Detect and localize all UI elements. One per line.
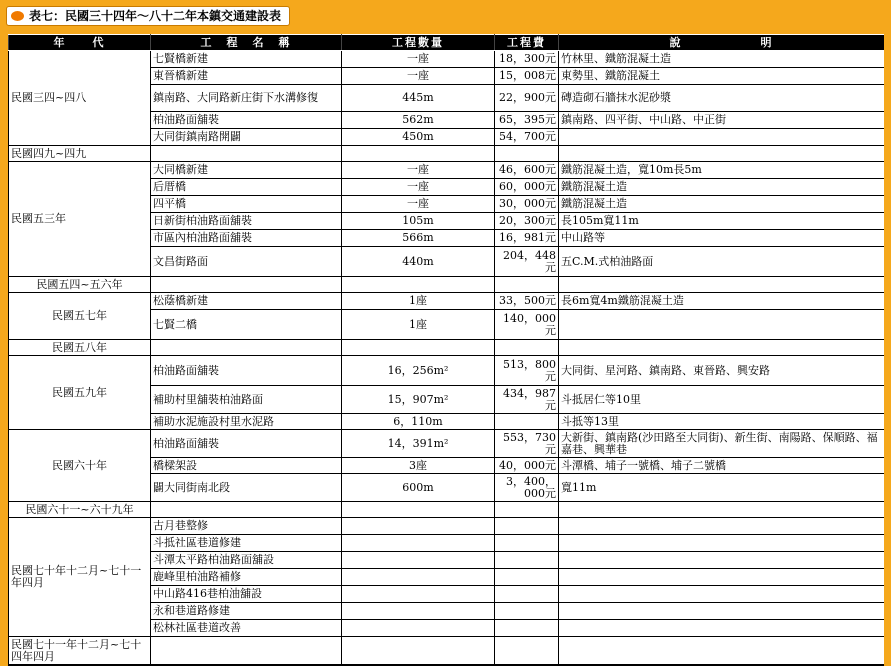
note-cell: 斗潭橋、埔子一號橋、埔子二號橋 (559, 458, 885, 474)
note-cell (559, 129, 885, 146)
project-name-cell: 日新街柏油路面舖裝 (151, 213, 342, 230)
note-cell (559, 620, 885, 637)
cost-cell: 20，300元 (495, 213, 559, 230)
cost-cell: 46，600元 (495, 162, 559, 179)
quantity-cell: 14，391m² (342, 430, 495, 458)
cost-cell (495, 569, 559, 586)
table-row (9, 356, 885, 386)
quantity-cell: 一座 (342, 51, 495, 68)
project-name-cell (151, 277, 342, 293)
bullet-icon (11, 11, 24, 21)
cost-cell: 553，730元 (495, 430, 559, 458)
cost-cell: 3，400，000元 (495, 474, 559, 502)
project-name-cell: 闢大同街南北段 (151, 474, 342, 502)
project-name-cell: 四平橋 (151, 196, 342, 213)
quantity-cell: 562m (342, 112, 495, 129)
quantity-cell: 一座 (342, 68, 495, 85)
note-cell (559, 518, 885, 535)
project-name-cell: 文昌街路面 (151, 247, 342, 277)
note-cell: 大同街、星河路、鎮南路、東晉路、興安路 (559, 356, 885, 386)
note-cell: 磚造砌石牆抹水泥砂漿 (559, 85, 885, 112)
quantity-cell: 1座 (342, 310, 495, 340)
project-name-cell: 永和巷道路修建 (151, 603, 342, 620)
period-cell: 民國五七年 (9, 293, 151, 340)
cost-cell (495, 535, 559, 552)
table-row (9, 293, 885, 310)
table-row (9, 637, 885, 665)
quantity-cell (342, 340, 495, 356)
note-cell (559, 502, 885, 518)
table-title-tab (6, 6, 290, 26)
note-cell (559, 569, 885, 586)
note-cell: 鐵筋混凝土造 (559, 196, 885, 213)
header-note: 說 明 (559, 35, 885, 51)
cost-cell (495, 414, 559, 430)
project-name-cell (151, 340, 342, 356)
header-project-name: 工 程 名 稱 (151, 35, 342, 51)
table-row (9, 51, 885, 68)
cost-cell: 54，700元 (495, 129, 559, 146)
cost-cell (495, 603, 559, 620)
period-cell: 民國六十一~六十九年 (9, 502, 151, 518)
quantity-cell: 440m (342, 247, 495, 277)
note-cell (559, 603, 885, 620)
transport-construction-table (8, 34, 884, 665)
quantity-cell (342, 552, 495, 569)
table-row (9, 277, 885, 293)
project-name-cell: 斗潭太平路柏油路面舖設 (151, 552, 342, 569)
header-cost: 工程費 (495, 35, 559, 51)
note-cell: 長6m寬4m鐵筋混凝土造 (559, 293, 885, 310)
cost-cell (495, 637, 559, 665)
note-cell: 竹林里、鐵筋混凝土造 (559, 51, 885, 68)
period-cell: 民國三四~四八 (9, 51, 151, 146)
table-row (9, 518, 885, 535)
header-quantity: 工程數量 (342, 35, 495, 51)
quantity-cell: 3座 (342, 458, 495, 474)
project-name-cell: 補助村里舖裝柏油路面 (151, 386, 342, 414)
project-name-cell (151, 502, 342, 518)
table-container (8, 34, 884, 666)
table-row (9, 430, 885, 458)
cost-cell (495, 502, 559, 518)
table-row (9, 146, 885, 162)
note-cell: 東勢里、鐵筋混凝土 (559, 68, 885, 85)
note-cell: 長105m寬11m (559, 213, 885, 230)
quantity-cell: 450m (342, 129, 495, 146)
cost-cell: 65，395元 (495, 112, 559, 129)
quantity-cell: 一座 (342, 196, 495, 213)
quantity-cell (342, 146, 495, 162)
cost-cell: 30，000元 (495, 196, 559, 213)
cost-cell: 40，000元 (495, 458, 559, 474)
quantity-cell: 600m (342, 474, 495, 502)
table-header-row (9, 35, 885, 51)
note-cell (559, 552, 885, 569)
cost-cell: 513，800元 (495, 356, 559, 386)
project-name-cell: 橋樑架設 (151, 458, 342, 474)
project-name-cell: 鹿峰里柏油路補修 (151, 569, 342, 586)
quantity-cell: 16，256m² (342, 356, 495, 386)
table-title: 表七：民國三十四年～八十二年本鎮交通建設表 (29, 9, 282, 23)
project-name-cell: 柏油路面舖裝 (151, 430, 342, 458)
project-name-cell: 市區內柏油路面舖裝 (151, 230, 342, 247)
period-cell: 民國五八年 (9, 340, 151, 356)
project-name-cell: 大同街鎮南路開闢 (151, 129, 342, 146)
cost-cell (495, 518, 559, 535)
note-cell: 鎮南路、四平街、中山路、中正街 (559, 112, 885, 129)
period-cell: 民國五九年 (9, 356, 151, 430)
note-cell (559, 310, 885, 340)
note-cell (559, 535, 885, 552)
quantity-cell: 1座 (342, 293, 495, 310)
period-cell: 民國五四~五六年 (9, 277, 151, 293)
quantity-cell: 445m (342, 85, 495, 112)
project-name-cell: 七賢二橋 (151, 310, 342, 340)
cost-cell: 434，987元 (495, 386, 559, 414)
project-name-cell: 東晉橋新建 (151, 68, 342, 85)
note-cell (559, 146, 885, 162)
project-name-cell: 鎮南路、大同路新庄街下水溝修復 (151, 85, 342, 112)
note-cell (559, 340, 885, 356)
cost-cell: 60，000元 (495, 179, 559, 196)
quantity-cell (342, 586, 495, 603)
cost-cell (495, 586, 559, 603)
project-name-cell: 松林社區巷道改善 (151, 620, 342, 637)
note-cell: 斗抵等13里 (559, 414, 885, 430)
project-name-cell: 古月巷整修 (151, 518, 342, 535)
quantity-cell: 15，907m² (342, 386, 495, 414)
cost-cell (495, 340, 559, 356)
project-name-cell: 斗抵社區巷道修建 (151, 535, 342, 552)
project-name-cell: 后厝橋 (151, 179, 342, 196)
project-name-cell: 七賢橋新建 (151, 51, 342, 68)
period-cell: 民國五三年 (9, 162, 151, 277)
project-name-cell: 大同橋新建 (151, 162, 342, 179)
cost-cell (495, 552, 559, 569)
project-name-cell (151, 146, 342, 162)
quantity-cell (342, 535, 495, 552)
quantity-cell (342, 637, 495, 665)
table-row (9, 162, 885, 179)
project-name-cell: 松蔭橋新建 (151, 293, 342, 310)
project-name-cell (151, 637, 342, 665)
quantity-cell: 105m (342, 213, 495, 230)
cost-cell (495, 620, 559, 637)
project-name-cell: 補助水泥施設村里水泥路 (151, 414, 342, 430)
cost-cell (495, 146, 559, 162)
cost-cell (495, 277, 559, 293)
cost-cell: 15，008元 (495, 68, 559, 85)
quantity-cell (342, 569, 495, 586)
project-name-cell: 柏油路面舖裝 (151, 356, 342, 386)
note-cell (559, 586, 885, 603)
note-cell: 鐵筋混凝土造，寬10m長5m (559, 162, 885, 179)
note-cell (559, 277, 885, 293)
project-name-cell: 中山路416巷柏油舖設 (151, 586, 342, 603)
cost-cell: 22，900元 (495, 85, 559, 112)
cost-cell: 18，300元 (495, 51, 559, 68)
cost-cell: 16，981元 (495, 230, 559, 247)
quantity-cell (342, 603, 495, 620)
period-cell: 民國六十年 (9, 430, 151, 502)
note-cell: 寬11m (559, 474, 885, 502)
table-row (9, 502, 885, 518)
note-cell: 中山路等 (559, 230, 885, 247)
quantity-cell: 566m (342, 230, 495, 247)
period-cell: 民國七十一年十二月~七十四年四月 (9, 637, 151, 665)
quantity-cell (342, 620, 495, 637)
quantity-cell: 6，110m (342, 414, 495, 430)
note-cell: 大新街、鎮南路(沙田路至大同街)、新生街、南陽路、保順路、福嘉巷、興華巷 (559, 430, 885, 458)
cost-cell: 204，448元 (495, 247, 559, 277)
quantity-cell: 一座 (342, 162, 495, 179)
cost-cell: 140，000元 (495, 310, 559, 340)
quantity-cell (342, 518, 495, 535)
table-row (9, 340, 885, 356)
cost-cell: 33，500元 (495, 293, 559, 310)
header-period: 年 代 (9, 35, 151, 51)
note-cell (559, 637, 885, 665)
quantity-cell (342, 502, 495, 518)
period-cell: 民國七十年十二月~七十一年四月 (9, 518, 151, 637)
quantity-cell: 一座 (342, 179, 495, 196)
note-cell: 鐵筋混凝土造 (559, 179, 885, 196)
note-cell: 斗抵居仁等10里 (559, 386, 885, 414)
quantity-cell (342, 277, 495, 293)
note-cell: 五C.M.式柏油路面 (559, 247, 885, 277)
period-cell: 民國四九~四九 (9, 146, 151, 162)
project-name-cell: 柏油路面舖裝 (151, 112, 342, 129)
